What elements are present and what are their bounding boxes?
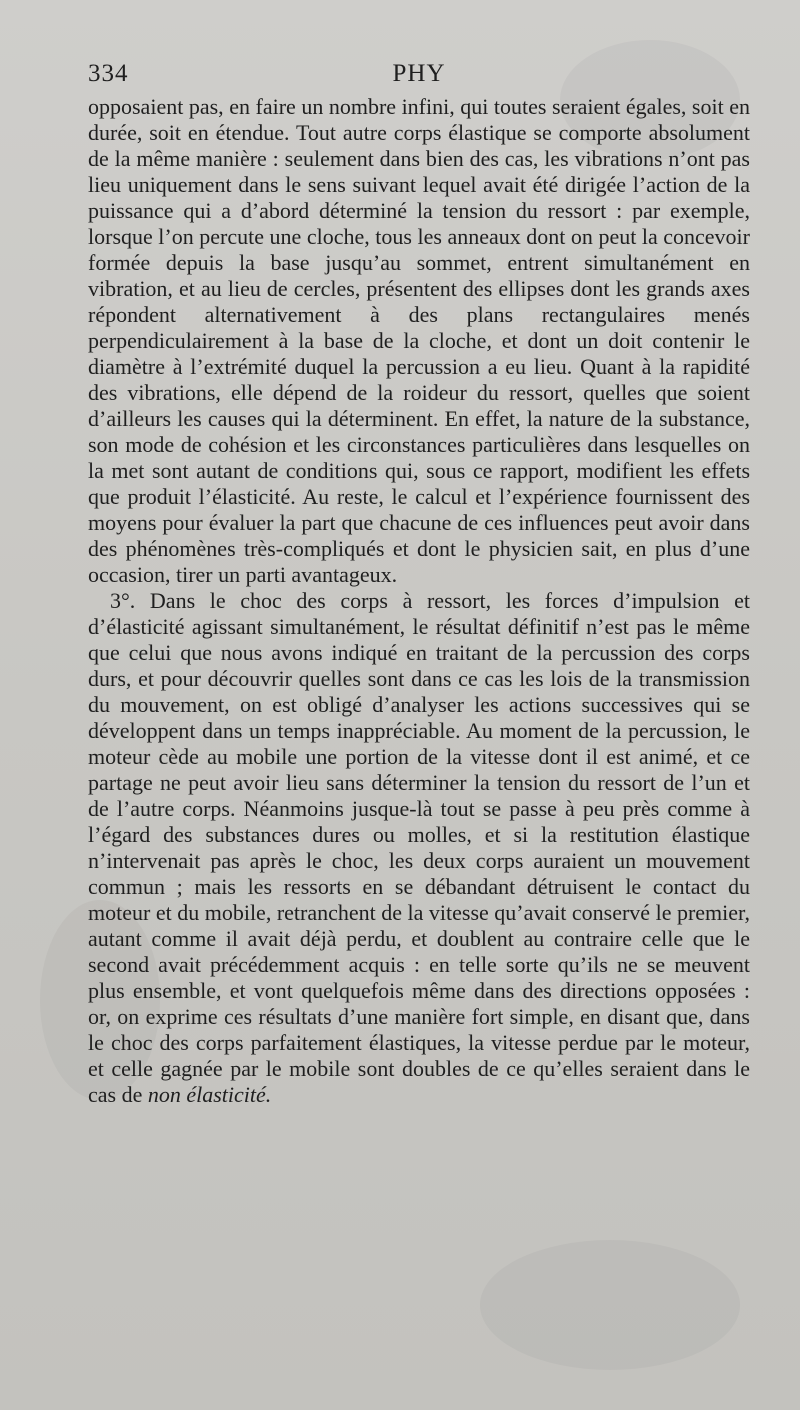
paragraph-1	[88, 94, 750, 588]
page-number: 334	[88, 60, 129, 87]
paragraph-2-text: 3°. Dans le choc des corps à ressort, les forces d’impulsion et d’élasticité agissant simultanément, le résultat définitif n’est pas le même que celui que nous avons indiqué en traitant de la percussion des corps durs, et pour découvrir quelles sont dans ce cas les lois de la transmission du mouvement, on est obligé d’analyser les actions successives qui se développent dans un temps inappréciable. Au moment de la percussion, le moteur cède au mobile une portion de la vitesse dont il est animé, et ce partage ne peut avoir lieu sans déterminer la tension du ressort de l’un et de l’autre corps. Néanmoins jusque-là tout se passe à peu près comme à l’égard des substances dures ou molles, et si la restitution élastique n’intervenait pas après le choc, les deux corps auraient un mouvement commun ; mais les ressorts en se débandant détruisent le contact du moteur et du mobile, retranchent de la vitesse qu’avait conservé le premier, autant comme il avait déjà perdu, et doublent au contraire celle que le second avait précédemment acquis : en telle sorte qu’ils ne se meuvent plus ensemble, et vont quelquefois même dans des directions opposées : or, on exprime ces résultats d’une manière fort simple, en disant que, dans le choc des corps parfaitement élastiques, la vitesse perdue par le moteur, et celle gagnée par le mobile sont doubles de ce qu’elles seraient dans le cas de	[88, 588, 750, 1107]
running-head: PHY	[392, 60, 446, 87]
page-header	[88, 60, 750, 94]
body-text	[88, 94, 750, 1108]
paragraph-1-text: opposaient pas, en faire un nombre infini, qui toutes seraient égales, soit en durée, soit en étendue. Tout autre corps élastique se comporte absolument de la même manière : seulement dans bien des cas, les vibrations n’ont pas lieu uniquement dans le sens suivant lequel avait été dirigée l’action de la puissance qui a d’abord déterminé la tension du ressort : par exemple, lorsque l’on percute une cloche, tous les anneaux dont on peut la concevoir formée depuis la base jusqu’au sommet, entrent simultanément en vibration, et au lieu de cercles, présentent des ellipses dont les grands axes répondent alternativement à des plans rectangulaires menés perpendiculairement à la base de la cloche, et dont un doit contenir le diamètre à l’extrémité duquel la percussion a eu lieu. Quant à la rapidité des vibrations, elle dépend de la roideur du ressort, quelles que soient d’ailleurs les causes qui la déterminent. En effet, la nature de la substance, son mode de cohésion et les circonstances particulières dans lesquelles on la met sont autant de conditions qui, sous ce rapport, modifient les effets que produit l’élasticité. Au reste, le calcul et l’expérience fournissent des moyens pour évaluer la part que chacune de ces influences peut avoir dans des phénomènes très-compliqués et dont le physicien sait, en plus d’une occasion, tirer un parti avantageux.	[88, 94, 750, 587]
paper-stain	[480, 1240, 740, 1370]
paragraph-2-italic-tail: non élasticité.	[147, 1082, 272, 1107]
paragraph-2	[88, 588, 750, 1108]
